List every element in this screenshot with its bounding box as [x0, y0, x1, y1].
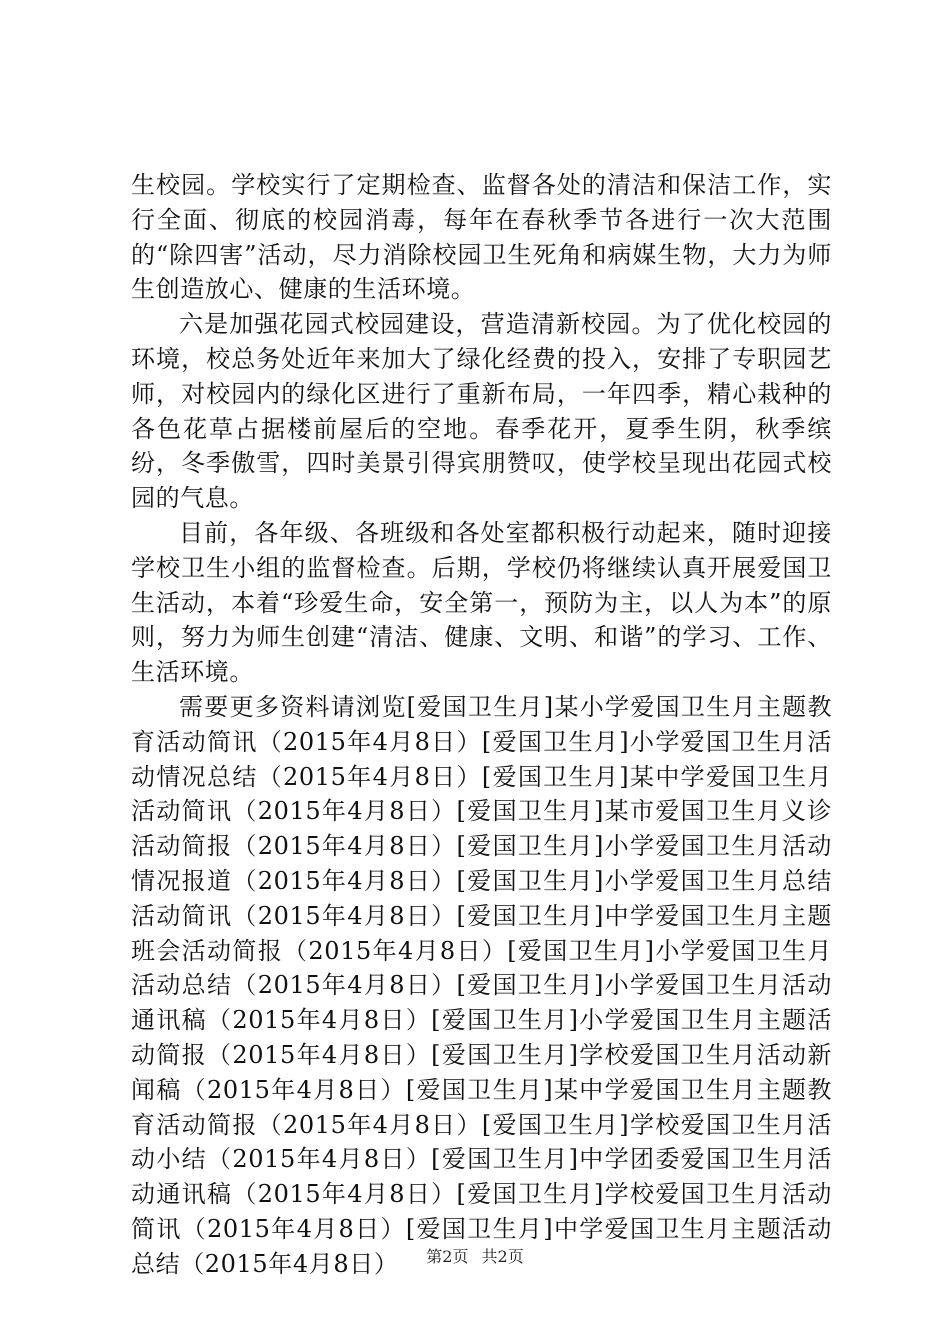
paragraph-more-resources: 需要更多资料请浏览[爱国卫生月]某小学爱国卫生月主题教育活动简讯（2015年4月8日）[爱国卫生月]小学爱国卫生月活动情况总结（2015年4月8日）[爱国卫生月]某中学爱国卫生月活动简讯（2015年4月8日）[爱国卫生月]某市爱国卫生月义诊活动简报（2015年4月8日）[爱国卫生月]小学爱国卫生月活动情况报道（2015年4月8日）[爱国卫生月]小学爱国卫生月总结活动简讯（2015年4月8日）[爱国卫生月]中学爱国卫生月主题班会活动简报（2015年4月8日）[爱国卫生月]小学爱国卫生月活动总结（2015年4月8日）[爱国卫生月]小学爱国卫生月活动通讯稿（2015年4月8日）[爱国卫生月]小学爱国卫生月主题活动简报（2015年4月8日）[爱国卫生月]学校爱国卫生月活动新闻稿（2015年4月8日）[爱国卫生月]某中学爱国卫生月主题教育活动简报（2015年4月8日）[爱国卫生月]学校爱国卫生月活动小结（2015年4月8日）[爱国卫生月]中学团委爱国卫生月活动通讯稿（2015年4月8日）[爱国卫生月]学校爱国卫生月活动简讯（2015年4月8日）[爱国卫生月]中学爱国卫生月主题活动总结（2015年4月8日）: [131, 692, 832, 1278]
page-total: 共2页: [481, 1247, 524, 1266]
document-body: [131, 168, 832, 1282]
paragraph-continued: 生校园。学校实行了定期检查、监督各处的清洁和保洁工作，实行全面、彻底的校园消毒，每年在春秋季节各进行一次大范围的“除四害”活动，尽力消除校园卫生死角和病媒生物，大力为师生创造放心、健康的生活环境。: [131, 171, 832, 304]
page-footer: [0, 1244, 950, 1267]
page-number: 第2页: [426, 1247, 469, 1266]
paragraph-garden-campus: 六是加强花园式校园建设，营造清新校园。为了优化校园的环境，校总务处近年来加大了绿化经费的投入，安排了专职园艺师，对校园内的绿化区进行了重新布局，一年四季，精心栽种的各色花草占据楼前屋后的空地。春季花开，夏季生阴，秋季缤纷，冬季傲雪，四时美景引得宾朋赞叹，使学校呈现出花园式校园的气息。: [131, 310, 832, 513]
paragraph-current-status: 目前，各年级、各班级和各处室都积极行动起来，随时迎接学校卫生小组的监督检查。后期，学校仍将继续认真开展爱国卫生活动，本着“珍爱生命，安全第一，预防为主，以人为本”的原则，努力为师生创建“清洁、健康、文明、和谐”的学习、工作、生活环境。: [131, 518, 832, 687]
